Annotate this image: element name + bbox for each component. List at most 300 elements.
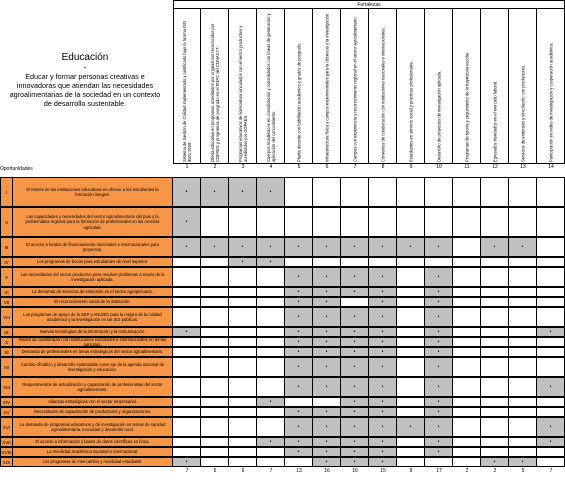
opportunity-text: Redes de colaboración con instituciones nacionales e internacionales en temas agrícolas. <box>13 337 173 347</box>
matrix-cell: • <box>369 267 397 287</box>
matrix-cell: • <box>313 447 341 457</box>
matrix-cell <box>257 347 285 357</box>
matrix-cell <box>537 207 565 237</box>
matrix-cell: • <box>285 287 313 297</box>
opportunity-id: VIII <box>0 307 13 327</box>
matrix-cell: • <box>425 287 453 297</box>
matrix-cell: • <box>285 237 313 257</box>
matrix-cell: • <box>201 237 229 257</box>
opportunity-text: El interés de las instituciones educativas en ofrecer a los estudiantes la formación integral. <box>13 177 173 207</box>
strength-total: 16 <box>324 468 330 474</box>
matrix-cell <box>537 457 565 467</box>
matrix-cell <box>453 307 481 327</box>
matrix-cell <box>369 207 397 237</box>
matrix-cell: • <box>369 417 397 437</box>
matrix-cell: • <box>341 447 369 457</box>
mission-text: Educar y formar personas creativas e innovadoras que atiendan las necesidades agroalimentarias de la sociedad en un contexto de desarrollo sustentable. <box>9 72 161 108</box>
matrix-cell: • <box>173 327 201 337</box>
matrix-cell <box>481 287 509 297</box>
opportunity-id: XVII <box>0 437 13 447</box>
strength-number: 2 <box>213 164 217 170</box>
strength-header-12 <box>481 9 509 164</box>
matrix-cell: • <box>369 457 397 467</box>
matrix-cell <box>257 287 285 297</box>
matrix-cell: • <box>173 457 201 467</box>
matrix-cell <box>201 357 229 377</box>
strength-number: 4 <box>269 164 273 170</box>
matrix-cell: • <box>201 177 229 207</box>
matrix-cell <box>369 177 397 207</box>
matrix-cell: • <box>425 397 453 407</box>
matrix-cell <box>201 287 229 297</box>
matrix-cell: • <box>285 407 313 417</box>
matrix-cell <box>257 457 285 467</box>
matrix-cell <box>425 457 453 467</box>
matrix-cell <box>537 337 565 347</box>
opportunity-id: VII <box>0 297 13 307</box>
matrix-cell: • <box>369 237 397 257</box>
strength-header-4 <box>257 9 285 164</box>
opportunity-id: V <box>0 267 13 287</box>
opportunity-text: El acceso a información y bases de datos científicas en línea. <box>13 437 173 447</box>
matrix-cell: • <box>257 437 285 447</box>
matrix-cell: • <box>285 447 313 457</box>
opportunity-text: Demanda de profesionales en áreas estratégicas del sector agroalimentario. <box>13 347 173 357</box>
strength-text: Oferta educativa en programas acreditados por organismos reconocidos por COPAES y programas de posgrado en el PNPC del CONACYT. <box>209 23 220 162</box>
matrix-cell <box>201 207 229 237</box>
matrix-cell: • <box>313 237 341 257</box>
strength-text: Cuerpos Académicos en consolidación y consolidados con líneas de generación y aplicación del conocimiento. <box>265 12 276 162</box>
strength-text: Desarrollo de proyectos de investigación aplicada. <box>436 70 441 162</box>
matrix-cell <box>509 357 537 377</box>
matrix-cell <box>173 257 201 267</box>
matrix-cell <box>537 397 565 407</box>
matrix-cell <box>537 297 565 307</box>
matrix-cell <box>201 457 229 467</box>
opportunity-text: Necesidades de capacitación de productores y organizaciones. <box>13 407 173 417</box>
strength-number: 3 <box>241 164 245 170</box>
matrix-cell: • <box>285 297 313 307</box>
matrix-cell <box>509 307 537 327</box>
strength-number: 10 <box>436 164 442 170</box>
matrix-cell <box>201 307 229 327</box>
matrix-cell <box>509 287 537 297</box>
matrix-cell: • <box>509 457 537 467</box>
opportunity-id: VI <box>0 287 13 297</box>
matrix-cell <box>229 287 257 297</box>
matrix-cell <box>397 357 425 377</box>
matrix-cell: • <box>537 327 565 337</box>
matrix-cell: • <box>229 257 257 267</box>
opportunity-text: Los programas de intercambio y movilidad estudiantil. <box>13 457 173 467</box>
matrix-cell: • <box>229 177 257 207</box>
matrix-cell <box>453 297 481 307</box>
matrix-cell: • <box>313 437 341 447</box>
matrix-cell <box>509 347 537 357</box>
opportunity-id: II <box>0 207 13 237</box>
matrix-cell <box>481 407 509 417</box>
matrix-cell: • <box>369 407 397 417</box>
matrix-cell <box>173 377 201 397</box>
matrix-cell <box>229 347 257 357</box>
matrix-cell: • <box>313 297 341 307</box>
matrix-cell: • <box>285 327 313 337</box>
matrix-cell: • <box>341 337 369 347</box>
matrix-cell: • <box>257 397 285 407</box>
matrix-cell <box>397 267 425 287</box>
matrix-cell <box>285 177 313 207</box>
matrix-cell <box>537 407 565 417</box>
matrix-cell <box>285 207 313 237</box>
matrix-cell <box>257 407 285 417</box>
matrix-cell: • <box>313 407 341 417</box>
matrix-cell: • <box>341 327 369 337</box>
matrix-cell: • <box>369 397 397 407</box>
matrix-cell <box>229 357 257 377</box>
matrix-cell <box>481 257 509 267</box>
matrix-cell <box>201 347 229 357</box>
matrix-cell <box>397 347 425 357</box>
matrix-cell: • <box>285 357 313 377</box>
strength-text: Servicios de extensión y vinculación con productores. <box>520 64 525 162</box>
matrix-cell: • <box>369 287 397 297</box>
strength-header-3 <box>229 9 257 164</box>
matrix-cell: • <box>425 307 453 327</box>
matrix-cell <box>201 257 229 267</box>
matrix-cell <box>229 307 257 327</box>
strength-total: 16 <box>352 468 358 474</box>
matrix-cell: • <box>537 437 565 447</box>
strength-text: Estudiantes en servicio social y prácticas profesionales. <box>408 60 413 162</box>
matrix-cell: • <box>173 237 201 257</box>
strength-total: 13 <box>296 468 302 474</box>
matrix-cell <box>509 297 537 307</box>
opportunity-text: Alianzas estratégicas con el sector empresarial. <box>13 397 173 407</box>
matrix-cell: • <box>425 267 453 287</box>
strength-text: Infraestructura física y campos experimentales para la docencia y la investigación. <box>324 12 329 162</box>
matrix-cell: • <box>425 437 453 447</box>
matrix-cell: • <box>313 337 341 347</box>
matrix-cell <box>229 397 257 407</box>
matrix-cell <box>341 297 369 307</box>
strength-header-6 <box>313 9 341 164</box>
matrix-cell: • <box>313 417 341 437</box>
matrix-cell: • <box>313 327 341 337</box>
matrix-cell: • <box>341 307 369 327</box>
opportunity-text: Las necesidades del sector productivo para resolver problemas a través de la investigación aplicada. <box>13 267 173 287</box>
strength-total: 7 <box>549 468 553 474</box>
matrix-cell <box>453 177 481 207</box>
matrix-cell <box>537 307 565 327</box>
matrix-cell: • <box>369 377 397 397</box>
opportunity-id: XVIII <box>0 447 13 457</box>
opportunity-id: XIV <box>0 397 13 407</box>
matrix-cell <box>453 397 481 407</box>
matrix-cell <box>453 327 481 337</box>
matrix-cell: • <box>341 287 369 297</box>
opportunity-text: El acceso a fondos de financiamiento nacionales e internacionales para proyectos. <box>13 237 173 257</box>
matrix-cell <box>397 437 425 447</box>
matrix-cell <box>509 267 537 287</box>
matrix-cell <box>285 257 313 267</box>
matrix-cell: • <box>313 287 341 297</box>
matrix-cell <box>229 457 257 467</box>
matrix-cell <box>173 267 201 287</box>
strength-text: Sistema de Gestión de Calidad implementado y certificado bajo la Norma ISO 9001:2008. <box>181 20 192 162</box>
matrix-cell <box>173 447 201 457</box>
matrix-cell <box>313 207 341 237</box>
matrix-cell <box>229 207 257 237</box>
strength-total: 2 <box>465 468 469 474</box>
matrix-cell <box>481 297 509 307</box>
matrix-cell: • <box>285 347 313 357</box>
matrix-cell <box>509 447 537 457</box>
strength-header-14 <box>537 9 565 164</box>
opportunity-id: X <box>0 337 13 347</box>
matrix-cell <box>481 207 509 237</box>
matrix-cell <box>173 347 201 357</box>
matrix-cell <box>313 177 341 207</box>
opportunity-id: XIX <box>0 457 13 467</box>
matrix-cell <box>173 397 201 407</box>
strength-total: 9 <box>409 468 413 474</box>
matrix-cell <box>201 447 229 457</box>
matrix-cell <box>341 257 369 267</box>
matrix-cell <box>257 337 285 347</box>
matrix-cell <box>453 237 481 257</box>
strength-number: 14 <box>548 164 554 170</box>
strength-number: 8 <box>381 164 385 170</box>
matrix-cell <box>201 397 229 407</box>
matrix-cell <box>173 337 201 347</box>
matrix-cell <box>201 327 229 337</box>
strength-number: 6 <box>325 164 329 170</box>
matrix-cell <box>173 357 201 377</box>
matrix-cell: • <box>313 267 341 287</box>
matrix-cell <box>537 177 565 207</box>
matrix-cell: • <box>537 377 565 397</box>
matrix-cell <box>229 437 257 447</box>
matrix-cell <box>397 307 425 327</box>
matrix-cell <box>509 327 537 337</box>
matrix-cell: • <box>313 307 341 327</box>
matrix-cell <box>453 377 481 397</box>
matrix-cell: • <box>285 417 313 437</box>
strength-text: Programas de tutoría y seguimiento de la trayectoria escolar. <box>464 51 469 162</box>
strength-header-13 <box>509 9 537 164</box>
matrix-cell <box>509 207 537 237</box>
matrix-cell: • <box>397 417 425 437</box>
matrix-cell <box>397 327 425 337</box>
matrix-cell: • <box>313 347 341 357</box>
matrix-cell <box>481 447 509 457</box>
matrix-cell <box>481 327 509 337</box>
matrix-cell: • <box>285 307 313 327</box>
strength-number: 7 <box>353 164 357 170</box>
opportunity-text: La demanda de programas educativos y de investigación en temas de sanidad agroalimentaria, inocuidad y desarrollo rural. <box>13 417 173 437</box>
strength-total: 5 <box>521 468 525 474</box>
matrix-cell <box>537 357 565 377</box>
matrix-cell <box>481 337 509 347</box>
opportunity-text: Los programas de apoyo de la SEP y ANUIES para la mejora de la calidad académica y la investigación en las IES públicas. <box>13 307 173 327</box>
opportunity-id: III <box>0 237 13 257</box>
matrix-cell <box>397 257 425 267</box>
matrix-cell: • <box>229 237 257 257</box>
matrix-cell <box>201 437 229 447</box>
matrix-cell <box>257 447 285 457</box>
matrix-cell: • <box>397 237 425 257</box>
strength-header-10 <box>425 9 453 164</box>
matrix-cell: • <box>425 377 453 397</box>
matrix-cell: • <box>341 237 369 257</box>
strength-number: 5 <box>297 164 301 170</box>
matrix-cell <box>229 417 257 437</box>
matrix-cell <box>453 447 481 457</box>
strength-number: 9 <box>409 164 413 170</box>
matrix-cell: • <box>313 457 341 467</box>
matrix-cell: • <box>425 327 453 337</box>
matrix-cell: • <box>313 357 341 377</box>
matrix-cell: • <box>257 177 285 207</box>
matrix-cell: • <box>425 337 453 347</box>
matrix-cell <box>257 207 285 237</box>
matrix-cell <box>537 347 565 357</box>
matrix-cell <box>173 297 201 307</box>
matrix-cell: • <box>369 307 397 327</box>
matrix-cell <box>229 267 257 287</box>
opportunities-label: Oportunidades <box>0 166 33 172</box>
matrix-cell <box>397 457 425 467</box>
opportunity-id: XVI <box>0 417 13 437</box>
matrix-cell <box>257 327 285 337</box>
opportunity-id: XII <box>0 357 13 377</box>
matrix-cell <box>481 347 509 357</box>
matrix-cell: • <box>425 447 453 457</box>
strength-text: Convenios de colaboración con instituciones nacionales e internacionales. <box>380 26 385 162</box>
matrix-cell <box>453 357 481 377</box>
strength-number: 11 <box>464 164 470 170</box>
matrix-cell: • <box>425 407 453 417</box>
matrix-cell <box>397 297 425 307</box>
matrix-cell <box>453 257 481 267</box>
matrix-cell <box>509 177 537 207</box>
matrix-cell <box>173 407 201 417</box>
matrix-cell <box>285 397 313 407</box>
opportunity-id: I <box>0 177 13 207</box>
matrix-cell: • <box>173 207 201 237</box>
matrix-cell <box>173 287 201 297</box>
matrix-cell: • <box>369 357 397 377</box>
strength-total: 15 <box>380 468 386 474</box>
strength-text: Programas educativos de licenciatura vinculados con el sector productivo y acreditados por COPAES. <box>237 25 248 162</box>
matrix-cell <box>229 327 257 337</box>
matrix-cell <box>509 437 537 447</box>
matrix-cell <box>425 207 453 237</box>
matrix-cell: • <box>369 327 397 337</box>
matrix-cell: • <box>341 407 369 417</box>
mission-block <box>0 52 170 108</box>
matrix-cell <box>537 287 565 297</box>
matrix-cell <box>537 257 565 267</box>
matrix-cell: • <box>369 337 397 347</box>
opportunity-id: XI <box>0 347 13 357</box>
opportunity-text: Los programas de becas para estudiantes de nivel superior. <box>13 257 173 267</box>
matrix-cell <box>453 457 481 467</box>
matrix-cell <box>397 207 425 237</box>
matrix-cell <box>257 357 285 377</box>
opportunity-id: IX <box>0 327 13 337</box>
matrix-cell <box>481 177 509 207</box>
matrix-cell <box>453 417 481 437</box>
matrix-cell: • <box>341 267 369 287</box>
strengths-header: Fortalezas <box>173 0 565 9</box>
matrix-cell: • <box>285 337 313 347</box>
matrix-cell <box>425 257 453 267</box>
matrix-cell <box>201 417 229 437</box>
matrix-cell <box>257 417 285 437</box>
strength-header-5 <box>285 9 313 164</box>
strength-header-2 <box>201 9 229 164</box>
matrix-cell: • <box>341 357 369 377</box>
matrix-cell <box>453 267 481 287</box>
opportunity-text: El reconocimiento social de la institución. <box>13 297 173 307</box>
matrix-cell: • <box>369 297 397 307</box>
strength-number: 1 <box>185 164 189 170</box>
matrix-cell <box>397 287 425 297</box>
matrix-cell <box>397 377 425 397</box>
matrix-cell <box>453 407 481 417</box>
matrix-cell: • <box>285 437 313 447</box>
strength-total: 17 <box>436 468 442 474</box>
strength-header-11 <box>453 9 481 164</box>
matrix-cell <box>453 347 481 357</box>
strength-text: Participación en redes de investigación y cooperación académica. <box>548 41 553 162</box>
matrix-cell <box>453 287 481 297</box>
matrix-cell <box>201 337 229 347</box>
matrix-cell <box>397 407 425 417</box>
matrix-cell <box>509 407 537 417</box>
opportunity-id: XV <box>0 407 13 417</box>
matrix-cell <box>397 177 425 207</box>
matrix-cell <box>537 447 565 457</box>
matrix-cell: • <box>537 417 565 437</box>
strength-text: Egresados insertados en el mercado laboral. <box>492 80 497 162</box>
opportunity-text: Cambio climático y desarrollo sustentable como eje de la agenda nacional de investigación y educación. <box>13 357 173 377</box>
matrix-cell <box>537 237 565 257</box>
matrix-cell <box>509 377 537 397</box>
strength-total: 7 <box>185 468 189 474</box>
matrix-cell: • <box>341 377 369 397</box>
matrix-cell: • <box>257 237 285 257</box>
matrix-cell <box>313 397 341 407</box>
matrix-cell <box>173 437 201 447</box>
matrix-cell: • <box>341 417 369 437</box>
matrix-cell <box>397 397 425 407</box>
matrix-cell: • <box>425 357 453 377</box>
matrix-cell <box>509 397 537 407</box>
opportunity-text: La movilidad académica nacional e internacional. <box>13 447 173 457</box>
strength-header-7 <box>341 9 369 164</box>
strength-total: 2 <box>493 468 497 474</box>
matrix-cell <box>173 307 201 327</box>
matrix-cell <box>397 337 425 347</box>
matrix-cell <box>257 377 285 397</box>
strength-header-8 <box>369 9 397 164</box>
matrix-cell <box>201 377 229 397</box>
matrix-cell <box>481 307 509 327</box>
matrix-cell: • <box>285 377 313 397</box>
matrix-cell <box>229 297 257 307</box>
